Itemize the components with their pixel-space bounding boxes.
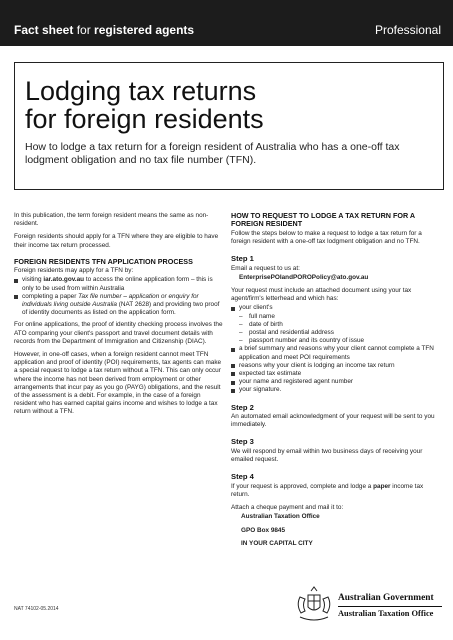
step-1-heading: Step 1 — [231, 254, 254, 264]
list-item: reasons why your client is lodging an income tax return — [231, 362, 443, 370]
step-4-text-b: income tax return. — [231, 482, 424, 498]
form-title: Tax file number – application or enquiry for individuals living outside Australia — [22, 292, 199, 309]
list-item: – postal and residential address — [231, 329, 443, 337]
coat-of-arms-icon — [292, 583, 336, 627]
apply-line: Foreign residents may apply for a TFN by: — [14, 267, 134, 275]
list-item — [14, 276, 224, 292]
apply-methods-list — [14, 276, 224, 317]
list-item: your name and registered agent number — [231, 378, 443, 386]
bullet-text: (NAT 2628) and providing two proof of identity documents as listed on the application form. — [22, 301, 220, 317]
registered-agents-label: registered agents — [94, 23, 195, 37]
header-title — [14, 23, 194, 37]
step-1-text: Email a request to us at: — [231, 264, 300, 272]
intro-paragraph-2: Foreign residents should apply for a TFN where they are eligible to have their income tax return processed. — [14, 233, 219, 249]
address-line-2: GPO Box 9845 — [241, 526, 286, 534]
bullet-text: completing a paper — [22, 292, 79, 300]
attach-text: Attach a cheque payment and mail it to: — [231, 504, 344, 512]
request-requirements-intro: Your request must include an attached document using your tax agent/firm's letterhead and which has: — [231, 287, 412, 303]
fact-sheet-label: Fact sheet — [14, 23, 74, 37]
bullet-text: to access the online application form – this is only to be used from within Australia — [22, 276, 213, 292]
list-item: your client's — [231, 304, 443, 312]
step-2-heading: Step 2 — [231, 402, 254, 412]
list-item: – passport number and its country of issue — [231, 337, 443, 345]
step-2-text: An automated email acknowledgment of your request will be sent to you immediately. — [231, 413, 435, 429]
step-3-text: We will respond by email within two business days of receiving your emailed request. — [231, 447, 423, 464]
ato-logo — [292, 583, 442, 627]
list-item: – full name — [231, 313, 443, 321]
requirements-list-continued — [231, 345, 443, 394]
title-box — [14, 62, 444, 190]
step-4-heading: Step 4 — [231, 472, 254, 482]
list-item: expected tax estimate — [231, 370, 443, 378]
list-item: – date of birth — [231, 321, 443, 329]
intro-paragraph-1: In this publication, the term foreign resident means the same as non-resident. — [14, 212, 209, 228]
right-column — [231, 212, 443, 553]
audience-label: Professional — [374, 23, 441, 37]
request-heading: HOW TO REQUEST TO LODGE A TAX RETURN FOR A FOREIGN RESIDENT — [231, 211, 415, 229]
for-label: for — [73, 23, 95, 37]
document-header — [0, 0, 453, 46]
list-item: your signature. — [231, 386, 443, 394]
title-line-1: Lodging tax returns — [25, 76, 257, 106]
left-column — [14, 212, 224, 422]
online-applications-paragraph: For online applications, the proof of identity checking process involves the ATO comparing your client's passport and travel document details with records from the Department of Immigration and Citizenship (DIAC). — [14, 321, 223, 345]
list-item — [14, 293, 224, 318]
requirements-list — [231, 304, 443, 312]
tfn-process-heading: FOREIGN RESIDENTS TFN APPLICATION PROCESS — [14, 256, 193, 266]
iar-link[interactable]: iar.ato.gov.au — [43, 276, 85, 284]
address-line-1: Australian Taxation Office — [241, 513, 320, 521]
title-line-2: for foreign residents — [25, 104, 264, 134]
step-3-heading: Step 3 — [231, 437, 254, 447]
page-title — [25, 77, 264, 133]
logo-divider — [338, 606, 442, 607]
page-subtitle: How to lodge a tax return for a foreign resident of Australia who has a one-off tax lodgment obligation and no tax file number (TFN). — [25, 141, 400, 166]
step-4-text-a: If your request is approved, complete and lodge a — [231, 482, 374, 490]
paper-label: paper — [373, 482, 391, 490]
request-intro: Follow the steps below to make a request to lodge a tax return for a foreign resident with a one-off tax lodgment obligation and no TFN. — [231, 229, 422, 246]
ato-label: Australian Taxation Office — [338, 609, 434, 618]
nat-code: NAT 74102-05.2014 — [14, 606, 59, 612]
bullet-text: visiting — [22, 276, 44, 284]
address-line-3: IN YOUR CAPITAL CITY — [241, 539, 313, 547]
client-details-list — [231, 313, 443, 346]
government-label: Australian Government — [338, 593, 434, 603]
request-email-link[interactable]: EnterprisePOIandPOROPolicy@ato.gov.au — [239, 273, 369, 281]
step-4-text — [231, 483, 443, 499]
list-item: a brief summary and reasons why your client cannot complete a TFN application and meet POI requirements — [231, 345, 443, 361]
one-off-cases-paragraph: However, in one-off cases, when a foreign resident cannot meet TFN application and proof of identity (POI) requirements, tax agents can make a special request to lodge a tax return without a TFN. This can only occur where the income has not been derived from employment or other arrangements that incur pay as you go (PAYG) obligations, and the result of the assessment is a debit. For example, in the case of a foreign resident who has earned capital gains income and wishes to lodge a tax return without a TFN. — [14, 351, 222, 416]
